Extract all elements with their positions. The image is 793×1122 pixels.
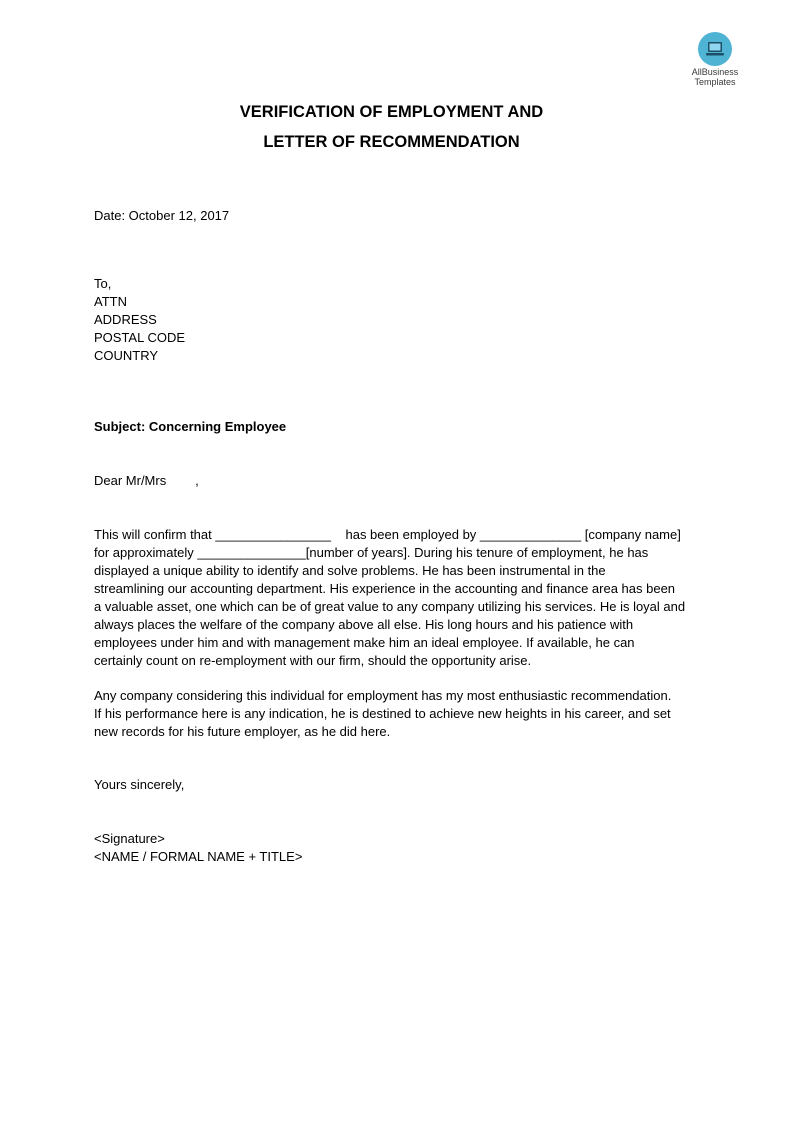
letter-closing: Yours sincerely,	[94, 777, 185, 792]
recipient-address: ADDRESS	[94, 312, 157, 327]
brand-name	[670, 68, 760, 87]
recipient-attn: ATTN	[94, 294, 127, 309]
recipient-to: To,	[94, 276, 112, 291]
brand-logo	[680, 32, 750, 87]
paragraph-line: employees under him and with management make him an ideal employee. If available, he can	[94, 635, 635, 650]
paragraph-line: If his performance here is any indication, he is destined to achieve new heights in his career, and set	[94, 706, 671, 721]
recipient-postal-code: POSTAL CODE	[94, 330, 186, 345]
signature-placeholder: <Signature>	[94, 831, 165, 846]
brand-line-1: AllBusiness	[691, 67, 739, 77]
paragraph-line: displayed a unique ability to identify and solve problems. He has been instrumental in the	[94, 563, 606, 578]
brand-line-2: Templates	[694, 76, 736, 87]
letter-salutation: Dear Mr/Mrs ,	[94, 473, 199, 488]
paragraph-line: This will confirm that ________________ has been employed by ______________ [company name]	[94, 527, 681, 542]
paragraph-line: streamlining our accounting department. His experience in the accounting and finance area has been	[94, 581, 676, 596]
paragraph-line: new records for his future employer, as he did here.	[94, 724, 391, 739]
paragraph-line: certainly count on re-employment with our firm, should the opportunity arise.	[94, 653, 532, 668]
title-line-1: VERIFICATION OF EMPLOYMENT AND	[239, 103, 544, 121]
signature-block	[94, 830, 302, 866]
name-title-placeholder: <NAME / FORMAL NAME + TITLE>	[94, 849, 303, 864]
letter-subject: Subject: Concerning Employee	[94, 419, 287, 434]
recipient-block	[94, 275, 185, 365]
document-title	[0, 97, 783, 157]
paragraph-line: always places the welfare of the company above all else. His long hours and his patience with	[94, 617, 634, 632]
paragraph-line: for approximately _______________[number of years]. During his tenure of employment, he has	[94, 545, 649, 560]
recipient-country: COUNTRY	[94, 348, 159, 363]
letter-date: Date: October 12, 2017	[94, 208, 230, 223]
title-line-2: LETTER OF RECOMMENDATION	[263, 133, 520, 151]
paragraph-line: Any company considering this individual for employment has my most enthusiastic recommendation.	[94, 688, 672, 703]
body-paragraph-1	[94, 526, 714, 670]
laptop-icon	[698, 32, 732, 66]
paragraph-line: a valuable asset, one which can be of great value to any company utilizing his services. He is loyal and	[94, 599, 686, 614]
body-paragraph-2	[94, 687, 714, 741]
